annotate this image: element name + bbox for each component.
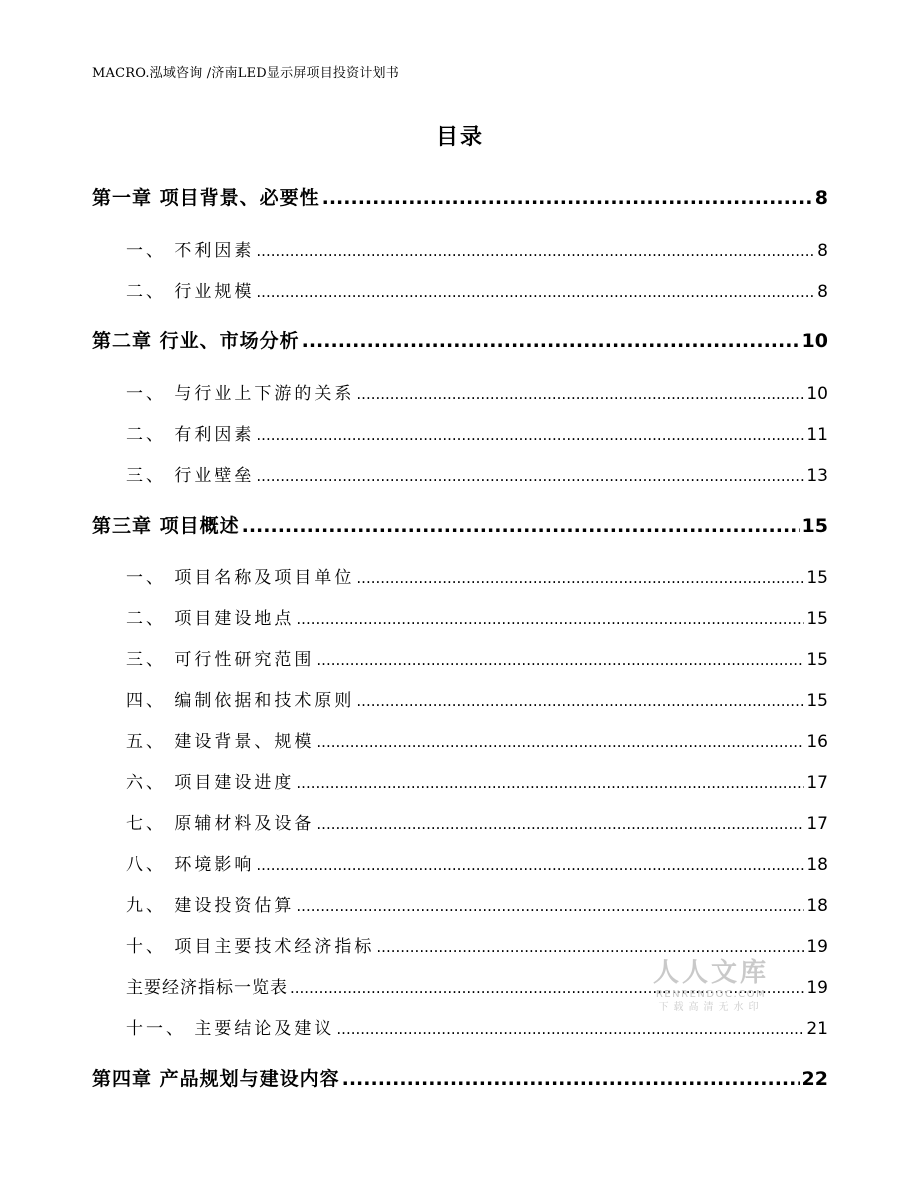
- dot-leader: [296, 610, 804, 628]
- dot-leader: [256, 242, 815, 260]
- toc-entry-label: 六、 项目建设进度: [126, 773, 295, 793]
- dot-leader: [316, 651, 804, 669]
- dot-leader: [302, 330, 800, 352]
- dot-leader: [256, 856, 804, 874]
- toc-entry-chapter[interactable]: [92, 1064, 828, 1091]
- dot-leader: [296, 774, 804, 792]
- toc-entry-page: 8: [817, 241, 828, 261]
- toc-entry-page: 15: [806, 650, 828, 670]
- toc-entry-page: 15: [801, 515, 828, 537]
- toc-entry-label: 一、 不利因素: [126, 241, 255, 261]
- toc-entry-label: 第二章 行业、市场分析: [92, 330, 300, 352]
- toc-entry-section[interactable]: [126, 686, 828, 711]
- toc-entry-page: 19: [806, 978, 828, 998]
- toc-entry-label: 二、 有利因素: [126, 425, 255, 445]
- toc-entry-section[interactable]: [126, 932, 828, 957]
- toc-entry-page: 16: [806, 732, 828, 752]
- toc-entry-chapter[interactable]: [92, 511, 828, 538]
- toc-title: 目录: [435, 125, 484, 150]
- toc-entry-label: 二、 行业规模: [126, 282, 255, 302]
- toc-entry-section[interactable]: [126, 891, 828, 916]
- dot-leader: [316, 733, 804, 751]
- watermark-url: RENRENDOC.COM: [655, 989, 767, 1000]
- toc-entry-label: 五、 建设背景、规模: [126, 732, 315, 752]
- toc-entry-section[interactable]: [126, 768, 828, 793]
- toc-entry-label: 八、 环境影响: [126, 855, 255, 875]
- toc-entry-label: 第四章 产品规划与建设内容: [92, 1068, 340, 1090]
- toc-entry-section[interactable]: [126, 563, 828, 588]
- toc-entry-page: 19: [806, 937, 828, 957]
- dot-leader: [356, 385, 804, 403]
- toc-entry-label: 二、 项目建设地点: [126, 609, 295, 629]
- watermark-subtitle: 下载高清无水印: [658, 1002, 764, 1013]
- dot-leader: [296, 897, 804, 915]
- toc-entry-chapter[interactable]: [92, 183, 828, 210]
- toc-entry-page: 18: [806, 855, 828, 875]
- toc-entry-section[interactable]: [126, 277, 828, 302]
- toc-entry-section[interactable]: [126, 973, 828, 998]
- dot-leader: [356, 692, 804, 710]
- toc-entry-label: 九、 建设投资估算: [126, 896, 295, 916]
- toc-entry-page: 15: [806, 609, 828, 629]
- watermark-logo-text: 人人文库: [652, 958, 769, 988]
- toc-entry-page: 17: [806, 814, 828, 834]
- toc-entry-label: 十、 项目主要技术经济指标: [126, 937, 375, 957]
- dot-leader: [322, 187, 813, 209]
- toc-entry-label: 七、 原辅材料及设备: [126, 814, 315, 834]
- toc-entry-label: 第三章 项目概述: [92, 515, 240, 537]
- toc-entry-label: 主要经济指标一览表: [126, 978, 288, 998]
- toc-entry-section[interactable]: [126, 850, 828, 875]
- dot-leader: [356, 569, 804, 587]
- toc-entry-section[interactable]: [126, 379, 828, 404]
- toc-entry-page: 18: [806, 896, 828, 916]
- toc-entry-section[interactable]: [126, 809, 828, 834]
- page-header: MACRO.泓域咨询 /济南LED显示屏项目投资计划书: [92, 66, 399, 81]
- dot-leader: [336, 1020, 804, 1038]
- dot-leader: [256, 467, 804, 485]
- toc-entry-page: 15: [806, 568, 828, 588]
- toc-entry-chapter[interactable]: [92, 326, 828, 353]
- dot-leader: [316, 815, 804, 833]
- toc-entry-label: 十一、 主要结论及建议: [126, 1019, 335, 1039]
- toc-entry-label: 一、 项目名称及项目单位: [126, 568, 355, 588]
- dot-leader: [242, 515, 800, 537]
- toc-entry-page: 15: [806, 691, 828, 711]
- toc-entry-label: 四、 编制依据和技术原则: [126, 691, 355, 711]
- toc-entry-page: 22: [801, 1068, 828, 1090]
- dot-leader: [342, 1068, 800, 1090]
- toc-entry-page: 10: [806, 384, 828, 404]
- dot-leader: [256, 283, 815, 301]
- dot-leader: [256, 426, 804, 444]
- toc-entry-section[interactable]: [126, 645, 828, 670]
- toc-entry-page: 17: [806, 773, 828, 793]
- toc-entry-section[interactable]: [126, 604, 828, 629]
- toc-entry-page: 8: [817, 282, 828, 302]
- dot-leader: [376, 938, 804, 956]
- toc-entry-label: 一、 与行业上下游的关系: [126, 384, 355, 404]
- dot-leader: [290, 979, 804, 997]
- toc-entry-label: 第一章 项目背景、必要性: [92, 187, 320, 209]
- toc-entry-section[interactable]: [126, 236, 828, 261]
- toc-entry-section[interactable]: [126, 420, 828, 445]
- toc-entry-label: 三、 可行性研究范围: [126, 650, 315, 670]
- toc-entry-page: 8: [814, 187, 828, 209]
- toc-entry-page: 21: [806, 1019, 828, 1039]
- toc-entry-page: 10: [801, 330, 828, 352]
- toc-entry-section[interactable]: [126, 727, 828, 752]
- toc-entry-page: 11: [806, 425, 828, 445]
- toc-entry-section[interactable]: [126, 461, 828, 486]
- toc-entry-label: 三、 行业壁垒: [126, 466, 255, 486]
- toc-entry-section[interactable]: [126, 1014, 828, 1039]
- toc-entry-page: 13: [806, 466, 828, 486]
